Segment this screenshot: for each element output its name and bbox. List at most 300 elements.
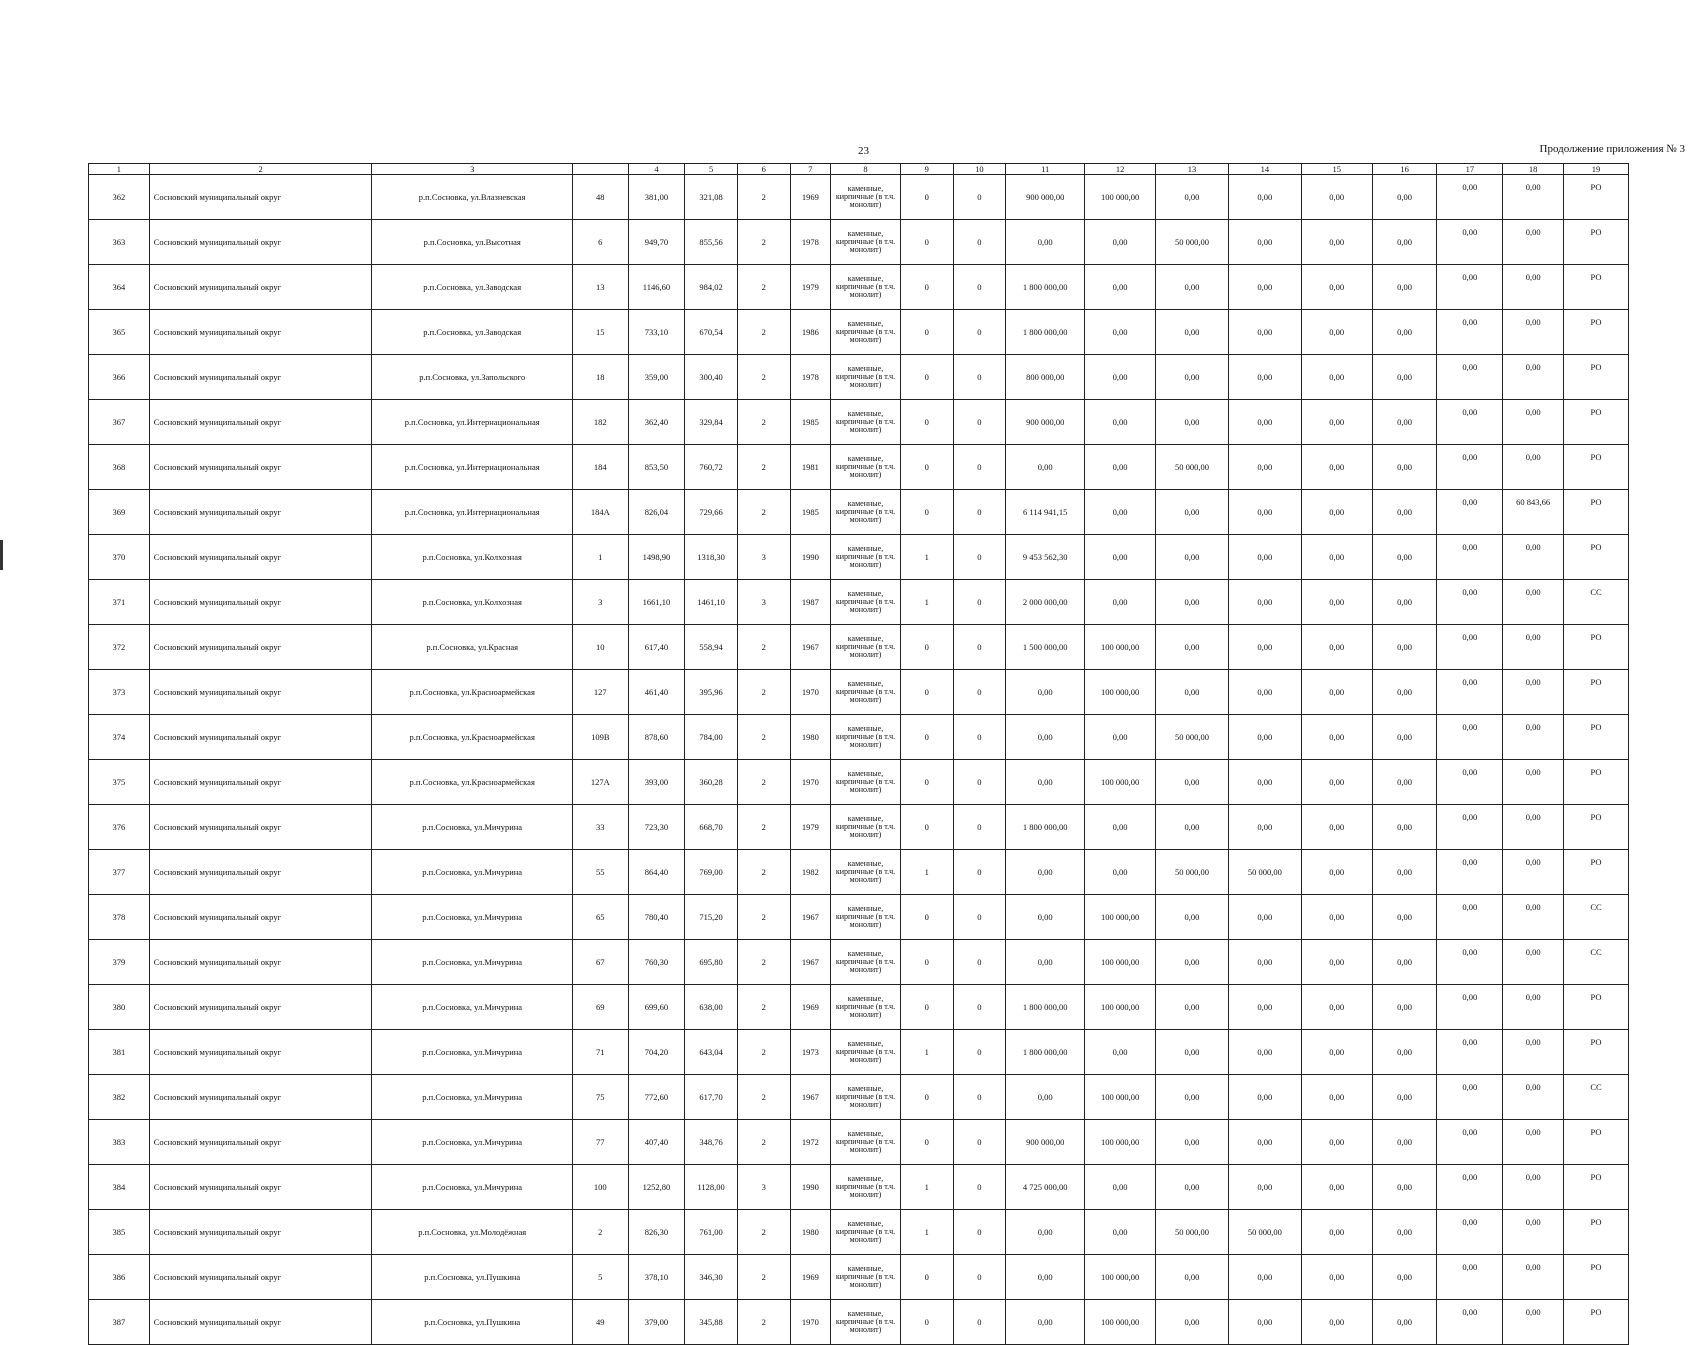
table-cell: 0,00 xyxy=(1503,760,1564,805)
table-cell: РО xyxy=(1564,490,1629,535)
table-cell: 1 500 000,00 xyxy=(1006,625,1085,670)
table-cell: 0,00 xyxy=(1228,265,1301,310)
table-cell: р.п.Сосновка, ул.Пушкина xyxy=(372,1255,572,1300)
table-cell: 0,00 xyxy=(1085,805,1156,850)
table-row xyxy=(89,670,1629,715)
table-cell: 0,00 xyxy=(1437,310,1503,355)
table-cell: р.п.Сосновка, ул.Высотная xyxy=(372,220,572,265)
table-cell: 50 000,00 xyxy=(1156,850,1229,895)
table-cell: 0,00 xyxy=(1301,760,1372,805)
table-cell: 1980 xyxy=(790,715,830,760)
table-cell: 384 xyxy=(89,1165,150,1210)
table-cell: РО xyxy=(1564,535,1629,580)
table-cell: 49 xyxy=(572,1300,628,1345)
table-cell: 0,00 xyxy=(1228,580,1301,625)
table-cell: 10 xyxy=(572,625,628,670)
table-cell: 4 725 000,00 xyxy=(1006,1165,1085,1210)
table-cell: Сосновский муниципальный округ xyxy=(149,1165,372,1210)
table-row xyxy=(89,715,1629,760)
table-cell: 1 800 000,00 xyxy=(1006,805,1085,850)
table-cell: 0,00 xyxy=(1503,535,1564,580)
table-cell: 0 xyxy=(900,1075,953,1120)
table-row xyxy=(89,490,1629,535)
table-cell: каменные, кирпичные (в т.ч. монолит) xyxy=(831,535,901,580)
table-cell: Сосновский муниципальный округ xyxy=(149,805,372,850)
table-cell: 50 000,00 xyxy=(1156,445,1229,490)
table-cell: 0,00 xyxy=(1156,355,1229,400)
table-cell: 617,40 xyxy=(628,625,685,670)
table-row xyxy=(89,265,1629,310)
table-cell: 0,00 xyxy=(1228,895,1301,940)
table-cell: каменные, кирпичные (в т.ч. монолит) xyxy=(831,1120,901,1165)
table-cell: 0,00 xyxy=(1301,985,1372,1030)
table-cell: 0,00 xyxy=(1503,940,1564,985)
table-cell: 0,00 xyxy=(1228,1165,1301,1210)
table-cell: 0,00 xyxy=(1372,535,1437,580)
table-cell: р.п.Сосновка, ул.Пушкина xyxy=(372,1300,572,1345)
table-cell: 0,00 xyxy=(1301,490,1372,535)
table-cell: 2 xyxy=(737,400,790,445)
table-cell: Сосновский муниципальный округ xyxy=(149,670,372,715)
table-cell: 0,00 xyxy=(1372,1165,1437,1210)
table-cell: Сосновский муниципальный округ xyxy=(149,1030,372,1075)
table-cell: каменные, кирпичные (в т.ч. монолит) xyxy=(831,625,901,670)
table-cell: Сосновский муниципальный округ xyxy=(149,175,372,220)
table-cell: СС xyxy=(1564,895,1629,940)
table-cell: 0 xyxy=(900,715,953,760)
table-cell: р.п.Сосновка, ул.Мичурина xyxy=(372,940,572,985)
column-header: 4 xyxy=(628,164,685,175)
table-cell: 0,00 xyxy=(1503,1030,1564,1075)
table-cell: 374 xyxy=(89,715,150,760)
table-cell: каменные, кирпичные (в т.ч. монолит) xyxy=(831,1075,901,1120)
table-cell: 69 xyxy=(572,985,628,1030)
table-cell: 0,00 xyxy=(1503,220,1564,265)
table-cell: каменные, кирпичные (в т.ч. монолит) xyxy=(831,580,901,625)
table-row xyxy=(89,1255,1629,1300)
table-cell: 382 xyxy=(89,1075,150,1120)
table-cell: 0,00 xyxy=(1437,400,1503,445)
table-cell: 0 xyxy=(953,1255,1006,1300)
table-cell: 2 xyxy=(737,670,790,715)
table-cell: 0,00 xyxy=(1006,760,1085,805)
column-header: 19 xyxy=(1564,164,1629,175)
table-cell: 2 xyxy=(737,850,790,895)
table-cell: 100 000,00 xyxy=(1085,670,1156,715)
table-cell: 0,00 xyxy=(1228,805,1301,850)
column-header: 2 xyxy=(149,164,372,175)
table-cell: р.п.Сосновка, ул.Колхозная xyxy=(372,580,572,625)
table-cell: 0,00 xyxy=(1301,220,1372,265)
table-cell: 1979 xyxy=(790,805,830,850)
table-cell: 0,00 xyxy=(1228,760,1301,805)
table-cell: 0 xyxy=(900,175,953,220)
table-cell: каменные, кирпичные (в т.ч. монолит) xyxy=(831,1255,901,1300)
table-cell: 0,00 xyxy=(1228,1120,1301,1165)
table-cell: Сосновский муниципальный округ xyxy=(149,490,372,535)
table-cell: СС xyxy=(1564,940,1629,985)
table-cell: 0,00 xyxy=(1228,400,1301,445)
table-cell: 0 xyxy=(900,310,953,355)
table-cell: 0,00 xyxy=(1156,400,1229,445)
table-cell: 2 xyxy=(737,310,790,355)
table-cell: 1 xyxy=(900,580,953,625)
table-cell: р.п.Сосновка, ул.Мичурина xyxy=(372,895,572,940)
table-cell: 0,00 xyxy=(1006,715,1085,760)
table-cell: РО xyxy=(1564,805,1629,850)
table-cell: 100 xyxy=(572,1165,628,1210)
table-cell: 461,40 xyxy=(628,670,685,715)
table-cell: 0,00 xyxy=(1085,445,1156,490)
table-cell: 900 000,00 xyxy=(1006,175,1085,220)
table-cell: 100 000,00 xyxy=(1085,1255,1156,1300)
table-cell: 0,00 xyxy=(1085,850,1156,895)
table-cell: 0,00 xyxy=(1372,1300,1437,1345)
table-cell: 0,00 xyxy=(1372,445,1437,490)
table-cell: 1982 xyxy=(790,850,830,895)
table-cell: РО xyxy=(1564,310,1629,355)
table-cell: 0,00 xyxy=(1437,355,1503,400)
table-cell: 1972 xyxy=(790,1120,830,1165)
table-cell: 723,30 xyxy=(628,805,685,850)
table-cell: каменные, кирпичные (в т.ч. монолит) xyxy=(831,310,901,355)
table-cell: 0,00 xyxy=(1437,1165,1503,1210)
table-cell: 100 000,00 xyxy=(1085,1075,1156,1120)
table-cell: 0 xyxy=(953,895,1006,940)
table-cell: 1987 xyxy=(790,580,830,625)
table-cell: р.п.Сосновка, ул.Интернациональная xyxy=(372,445,572,490)
table-cell: 1970 xyxy=(790,1300,830,1345)
table-cell: 0,00 xyxy=(1372,175,1437,220)
table-cell: Сосновский муниципальный округ xyxy=(149,400,372,445)
table-cell: 407,40 xyxy=(628,1120,685,1165)
table-cell: 0,00 xyxy=(1372,670,1437,715)
table-cell: РО xyxy=(1564,715,1629,760)
table-cell: 0,00 xyxy=(1085,400,1156,445)
table-cell: 0,00 xyxy=(1301,850,1372,895)
table-cell: Сосновский муниципальный округ xyxy=(149,1120,372,1165)
table-cell: 0,00 xyxy=(1301,1120,1372,1165)
table-cell: 0,00 xyxy=(1006,850,1085,895)
table-cell: 558,94 xyxy=(685,625,738,670)
table-cell: 0,00 xyxy=(1301,625,1372,670)
table-cell: 6 114 941,15 xyxy=(1006,490,1085,535)
table-cell: 853,50 xyxy=(628,445,685,490)
table-cell: 0,00 xyxy=(1437,670,1503,715)
table-cell: РО xyxy=(1564,445,1629,490)
table-cell: 0,00 xyxy=(1437,1210,1503,1255)
table-cell: 704,20 xyxy=(628,1030,685,1075)
table-cell: каменные, кирпичные (в т.ч. монолит) xyxy=(831,895,901,940)
table-cell: 864,40 xyxy=(628,850,685,895)
table-cell: 0 xyxy=(953,985,1006,1030)
table-cell: 1990 xyxy=(790,535,830,580)
page-number: 23 xyxy=(858,145,869,157)
table-cell: 1986 xyxy=(790,310,830,355)
table-cell: 0,00 xyxy=(1503,895,1564,940)
table-cell: 6 xyxy=(572,220,628,265)
table-cell: 1978 xyxy=(790,220,830,265)
table-cell: 2 xyxy=(737,1300,790,1345)
table-cell: 0,00 xyxy=(1006,895,1085,940)
column-header: 18 xyxy=(1503,164,1564,175)
table-cell: р.п.Сосновка, ул.Заводская xyxy=(372,265,572,310)
table-cell: РО xyxy=(1564,355,1629,400)
table-cell: 1980 xyxy=(790,1210,830,1255)
table-row xyxy=(89,535,1629,580)
table-cell: 1252,80 xyxy=(628,1165,685,1210)
table-cell: Сосновский муниципальный округ xyxy=(149,220,372,265)
table-cell: 100 000,00 xyxy=(1085,760,1156,805)
table-cell: р.п.Сосновка, ул.Красноармейская xyxy=(372,760,572,805)
table-cell: р.п.Сосновка, ул.Мичурина xyxy=(372,1030,572,1075)
table-cell: 0,00 xyxy=(1085,310,1156,355)
table-cell: 0,00 xyxy=(1006,1255,1085,1300)
table-cell: 0,00 xyxy=(1006,670,1085,715)
table-cell: 2 xyxy=(737,940,790,985)
column-header: 3 xyxy=(372,164,572,175)
table-cell: р.п.Сосновка, ул.Мичурина xyxy=(372,850,572,895)
table-cell: 878,60 xyxy=(628,715,685,760)
table-cell: 0 xyxy=(953,760,1006,805)
table-cell: 1 xyxy=(572,535,628,580)
table-cell: 383 xyxy=(89,1120,150,1165)
table-cell: РО xyxy=(1564,1300,1629,1345)
table-cell: 638,00 xyxy=(685,985,738,1030)
table-cell: 380 xyxy=(89,985,150,1030)
table-cell: РО xyxy=(1564,625,1629,670)
table-cell: каменные, кирпичные (в т.ч. монолит) xyxy=(831,265,901,310)
table-cell: 0,00 xyxy=(1503,265,1564,310)
table-cell: РО xyxy=(1564,220,1629,265)
table-cell: 376 xyxy=(89,805,150,850)
table-cell: 100 000,00 xyxy=(1085,895,1156,940)
table-cell: 0,00 xyxy=(1228,310,1301,355)
table-cell: 2 xyxy=(737,1210,790,1255)
table-cell: 1 800 000,00 xyxy=(1006,310,1085,355)
table-cell: 1979 xyxy=(790,265,830,310)
table-cell: 1 xyxy=(900,850,953,895)
table-cell: 50 000,00 xyxy=(1228,850,1301,895)
table-cell: 0,00 xyxy=(1503,310,1564,355)
table-cell: 0 xyxy=(900,1255,953,1300)
table-cell: 0,00 xyxy=(1156,535,1229,580)
table-cell: 100 000,00 xyxy=(1085,625,1156,670)
table-cell: Сосновский муниципальный округ xyxy=(149,715,372,760)
table-row xyxy=(89,1120,1629,1165)
table-cell: 0,00 xyxy=(1301,445,1372,490)
table-cell: 386 xyxy=(89,1255,150,1300)
table-cell: 0,00 xyxy=(1085,355,1156,400)
table-cell: 0,00 xyxy=(1156,580,1229,625)
table-cell: 0,00 xyxy=(1503,1300,1564,1345)
table-cell: 0,00 xyxy=(1085,265,1156,310)
table-cell: 0 xyxy=(900,985,953,1030)
column-header: 5 xyxy=(685,164,738,175)
table-cell: 0,00 xyxy=(1503,670,1564,715)
table-cell: 0,00 xyxy=(1437,715,1503,760)
table-cell: каменные, кирпичные (в т.ч. монолит) xyxy=(831,850,901,895)
table-cell: 1498,90 xyxy=(628,535,685,580)
table-cell: 643,04 xyxy=(685,1030,738,1075)
table-cell: 67 xyxy=(572,940,628,985)
table-cell: 366 xyxy=(89,355,150,400)
table-cell: 15 xyxy=(572,310,628,355)
column-header: 6 xyxy=(737,164,790,175)
table-cell: 0,00 xyxy=(1503,1210,1564,1255)
table-cell: р.п.Сосновка, ул.Влазневская xyxy=(372,175,572,220)
table-cell: 0,00 xyxy=(1437,580,1503,625)
table-cell: 2 xyxy=(737,1120,790,1165)
table-cell: 1661,10 xyxy=(628,580,685,625)
table-cell: р.п.Сосновка, ул.Интернациональная xyxy=(372,490,572,535)
header-row xyxy=(89,164,1629,175)
table-cell: 346,30 xyxy=(685,1255,738,1300)
table-cell: 0,00 xyxy=(1372,310,1437,355)
table-cell: 362 xyxy=(89,175,150,220)
table-cell: 670,54 xyxy=(685,310,738,355)
table-cell: 0,00 xyxy=(1301,895,1372,940)
table-row xyxy=(89,940,1629,985)
table-cell: Сосновский муниципальный округ xyxy=(149,1300,372,1345)
table-cell: 0,00 xyxy=(1085,1165,1156,1210)
table-cell: 75 xyxy=(572,1075,628,1120)
table-row xyxy=(89,355,1629,400)
table-cell: 1985 xyxy=(790,400,830,445)
table-cell: 699,60 xyxy=(628,985,685,1030)
table-cell: 0,00 xyxy=(1437,625,1503,670)
table-cell: 0 xyxy=(900,940,953,985)
table-row xyxy=(89,850,1629,895)
table-cell: 0,00 xyxy=(1437,220,1503,265)
table-cell: 0 xyxy=(900,400,953,445)
table-cell: 617,70 xyxy=(685,1075,738,1120)
table-cell: 0,00 xyxy=(1228,355,1301,400)
table-cell: РО xyxy=(1564,850,1629,895)
table-cell: 385 xyxy=(89,1210,150,1255)
data-table xyxy=(88,163,1629,1345)
table-cell: 127А xyxy=(572,760,628,805)
table-cell: 0,00 xyxy=(1156,985,1229,1030)
table-cell: р.п.Сосновка, ул.Мичурина xyxy=(372,1120,572,1165)
table-cell: 0,00 xyxy=(1437,805,1503,850)
column-header: 8 xyxy=(831,164,901,175)
table-cell: 0,00 xyxy=(1372,265,1437,310)
table-cell: 0,00 xyxy=(1301,715,1372,760)
table-row xyxy=(89,1075,1629,1120)
table-cell: 0,00 xyxy=(1437,895,1503,940)
table-cell: 0,00 xyxy=(1156,670,1229,715)
table-cell: 0,00 xyxy=(1437,1300,1503,1345)
table-cell: 715,20 xyxy=(685,895,738,940)
table-cell: 769,00 xyxy=(685,850,738,895)
table-cell: Сосновский муниципальный округ xyxy=(149,985,372,1030)
table-cell: 0,00 xyxy=(1372,1030,1437,1075)
table-cell: 0,00 xyxy=(1085,1210,1156,1255)
table-cell: 372 xyxy=(89,625,150,670)
table-cell: 0 xyxy=(953,940,1006,985)
table-cell: 375 xyxy=(89,760,150,805)
table-cell: 0,00 xyxy=(1228,625,1301,670)
table-cell: 2 xyxy=(737,220,790,265)
table-cell: 77 xyxy=(572,1120,628,1165)
table-cell: р.п.Сосновка, ул.Заводская xyxy=(372,310,572,355)
table-cell: 369 xyxy=(89,490,150,535)
table-cell: 33 xyxy=(572,805,628,850)
table-cell: 0,00 xyxy=(1156,760,1229,805)
table-cell: 780,40 xyxy=(628,895,685,940)
table-cell: 900 000,00 xyxy=(1006,400,1085,445)
table-cell: Сосновский муниципальный округ xyxy=(149,355,372,400)
table-cell: 3 xyxy=(737,1165,790,1210)
table-cell: 100 000,00 xyxy=(1085,1300,1156,1345)
table-cell: Сосновский муниципальный округ xyxy=(149,1255,372,1300)
table-cell: 0,00 xyxy=(1437,445,1503,490)
table-cell: каменные, кирпичные (в т.ч. монолит) xyxy=(831,175,901,220)
table-cell: РО xyxy=(1564,1255,1629,1300)
table-cell: 381,00 xyxy=(628,175,685,220)
table-row xyxy=(89,1210,1629,1255)
table-cell: 321,08 xyxy=(685,175,738,220)
table-cell: 0,00 xyxy=(1503,985,1564,1030)
table-cell: 2 xyxy=(737,1255,790,1300)
table-cell: 772,60 xyxy=(628,1075,685,1120)
table-cell: 0,00 xyxy=(1228,985,1301,1030)
table-cell: 0,00 xyxy=(1301,1165,1372,1210)
table-cell: 2 xyxy=(737,265,790,310)
table-cell: каменные, кирпичные (в т.ч. монолит) xyxy=(831,490,901,535)
table-cell: 0,00 xyxy=(1372,1075,1437,1120)
table-cell: 0,00 xyxy=(1301,310,1372,355)
table-cell: 5 xyxy=(572,1255,628,1300)
table-cell: 0 xyxy=(900,1120,953,1165)
table-cell: 127 xyxy=(572,670,628,715)
table-cell: 695,80 xyxy=(685,940,738,985)
table-cell: 0,00 xyxy=(1228,175,1301,220)
table-cell: 1 xyxy=(900,1210,953,1255)
table-cell: 0 xyxy=(900,805,953,850)
table-cell: каменные, кирпичные (в т.ч. монолит) xyxy=(831,670,901,715)
table-cell: 1 xyxy=(900,1030,953,1075)
table-cell: 0,00 xyxy=(1156,1300,1229,1345)
table-cell: 1 800 000,00 xyxy=(1006,265,1085,310)
table-cell: Сосновский муниципальный округ xyxy=(149,625,372,670)
table-cell: каменные, кирпичные (в т.ч. монолит) xyxy=(831,400,901,445)
table-cell: 0,00 xyxy=(1006,220,1085,265)
table-cell: 2 xyxy=(737,760,790,805)
table-cell: 1978 xyxy=(790,355,830,400)
table-cell: РО xyxy=(1564,265,1629,310)
table-cell: 729,66 xyxy=(685,490,738,535)
table-cell: 0 xyxy=(953,1075,1006,1120)
table-row xyxy=(89,400,1629,445)
table-cell: 0,00 xyxy=(1301,580,1372,625)
table-cell: 0,00 xyxy=(1085,490,1156,535)
table-cell: 0 xyxy=(900,445,953,490)
table-cell: каменные, кирпичные (в т.ч. монолит) xyxy=(831,1300,901,1345)
table-cell: 0,00 xyxy=(1228,220,1301,265)
table-cell: 0 xyxy=(953,625,1006,670)
table-cell: 0,00 xyxy=(1503,625,1564,670)
table-cell: 800 000,00 xyxy=(1006,355,1085,400)
table-cell: 0,00 xyxy=(1301,940,1372,985)
table-row xyxy=(89,895,1629,940)
table-cell: 2 xyxy=(737,625,790,670)
table-cell: каменные, кирпичные (в т.ч. монолит) xyxy=(831,1210,901,1255)
table-cell: 0,00 xyxy=(1437,1030,1503,1075)
table-cell: 393,00 xyxy=(628,760,685,805)
table-cell: 9 453 562,30 xyxy=(1006,535,1085,580)
